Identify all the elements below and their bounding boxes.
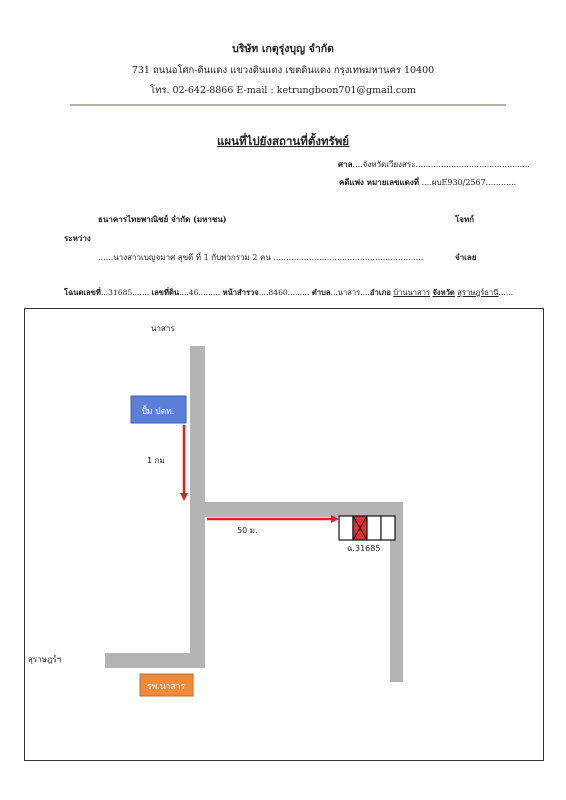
plaintiff-name: ธนาคารไทยพาณิชย์ จำกัด (มหาชน) — [98, 214, 227, 224]
court-label: ศาล — [338, 159, 353, 169]
land-label: เลขที่ดิน — [151, 288, 180, 297]
amphoe-label: อำเภอ — [369, 288, 391, 297]
company-address: 731 ถนนอโศก-ดินแดง แขวงดินแดง เขตดินแดง กรุงเทพมหานคร 10400 — [131, 65, 435, 76]
province-value: สุราษฎร์ธานี — [457, 288, 499, 297]
survey-value: ....8460......... — [258, 288, 310, 297]
court-value: ....จังหวัดเวียงสระ............................................. — [352, 160, 530, 169]
deed-trail: ...... — [498, 288, 513, 297]
plaintiff-role: โจทก์ — [455, 214, 475, 224]
case-number-line — [339, 176, 516, 189]
location-map — [24, 308, 544, 761]
place-label-top: นาสาร — [151, 324, 175, 333]
header-divider — [70, 104, 506, 106]
tambon-label: ตำบล — [311, 288, 331, 297]
province-label: จังหวัด — [432, 288, 455, 297]
company-contact: โทร. 02-642-8866 E-mail : ketrungboon701@gmail.com — [150, 85, 416, 96]
hospital-label: รพ.นาสาร — [147, 682, 185, 692]
distance-2-label: 50 ม. — [237, 526, 258, 535]
land-plots — [339, 516, 395, 540]
deed-label: โฉนดเลขที่ — [64, 288, 101, 297]
survey-label: หน้าสำรวจ — [222, 288, 259, 297]
amphoe-value: บ้านนาสาร — [393, 288, 431, 297]
tambon-value: ...นาสาร.... — [330, 288, 370, 297]
place-label-bottom-left: สุราษฎร์ฯ — [28, 655, 62, 664]
case-number-label: คดีแพ่ง หมายเลขแดงที่ — [339, 177, 420, 187]
defendant-name: ......นางสาวเบญจมาศ สุขดี ที่ 1 กับพวกรวม 2 คน ........................................................... — [98, 253, 424, 262]
defendant-role: จำเลย — [455, 252, 477, 262]
road-vertical-main — [190, 346, 205, 668]
deed-value: ...31685....... — [100, 288, 150, 297]
land-value: ....46......... — [179, 288, 221, 297]
case-number-value: ....ผบE930/2567............ — [421, 178, 517, 187]
between-label: ระหว่าง — [64, 233, 91, 243]
road-to-surat — [105, 653, 205, 668]
company-name: บริษัท เกตุรุ่งบุญ จำกัด — [232, 43, 334, 55]
deed-line — [64, 287, 513, 299]
plot-label: ฉ.31685 — [347, 544, 381, 553]
document-title: แผนที่ไปยังสถานที่ตั้งทรัพย์ — [216, 134, 350, 148]
court-line — [338, 158, 530, 171]
distance-1-label: 1 กม — [147, 456, 165, 465]
gas-station-label: ปั้ม ปตท. — [141, 407, 175, 417]
map-drawing — [25, 309, 543, 760]
road-east — [205, 502, 403, 517]
